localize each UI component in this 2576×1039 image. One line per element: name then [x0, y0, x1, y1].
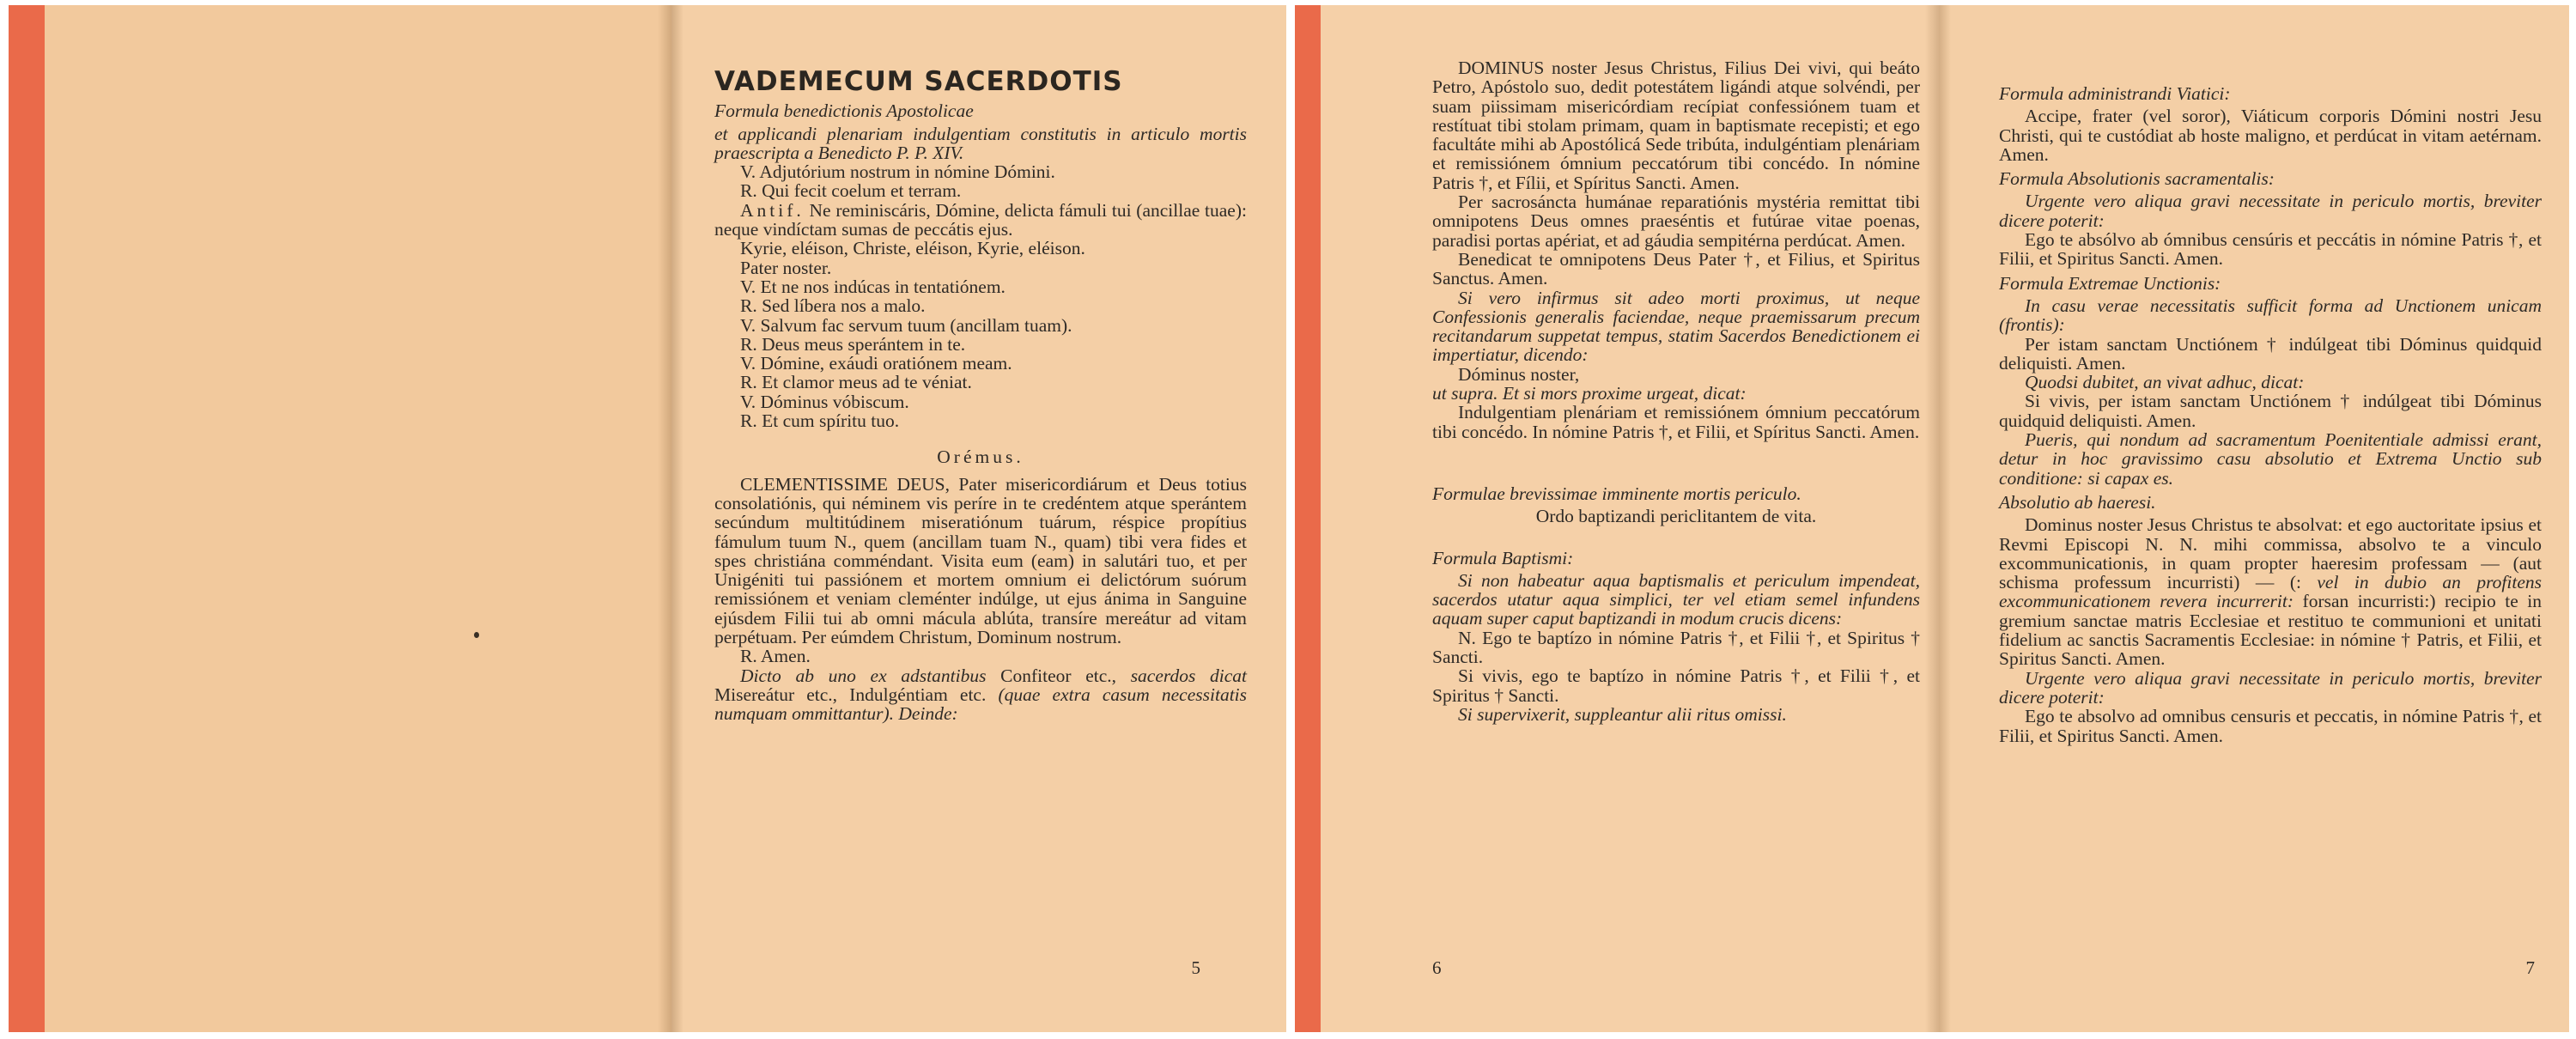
antiphon [714, 201, 1247, 240]
paragraph: Ego te absólvo ab ómnibus censúris et peccátis in nómine Patris †, et Filii, et Spiritus Sancti. Amen. [1999, 229, 2542, 270]
rubric: Pueris, qui nondum ad sacramentum Poenitentiale admissi erant, detur in hoc gravissimo casu absolutio et Extrema Unctio sub conditione: si capax es. [1999, 429, 2542, 489]
response: R. Sed líbera nos a malo. [740, 295, 926, 317]
page-title: VADEMECUM SACERDOTIS [714, 66, 1123, 97]
versicle: V. Dóminus vóbiscum. [740, 391, 909, 412]
page-6-text [1432, 58, 1920, 724]
rubric: et applicandi plenariam indulgentiam constitutis in articulo mortis praescripta a Benedicto P. P. XIV. [714, 123, 1247, 163]
paragraph: Per istam sanctam Unctiónem † indúlgeat tibi Dóminus quidquid deliquisti. Amen. [1999, 333, 2542, 374]
versicle: V. Et ne nos indúcas in tentatiónem. [740, 276, 1005, 297]
rubric: ut supra. Et si mors proxime urgeat, dicat: [1432, 383, 1747, 404]
rubric: Quodsi dubitet, an vivat adhuc, dicat: [2025, 372, 2305, 393]
rubric: In casu verae necessitatis sufficit forma ad Unctionem unicam (frontis): [1999, 295, 2542, 336]
page-5 [671, 5, 1286, 1032]
closing-rubric: Dicto ab uno ex adstantibus Confiteor etc., sacerdos dicat Misereátur etc., Indulgéntiam etc. (quae extra casum necessitatis numquam ommittantur). Deinde: [714, 665, 1248, 725]
antiphon-text: Ne reminiscáris, Dómine, delicta fámuli tui (ancillae tuae): neque vindíctam sumas de peccátis ejus. [714, 199, 1247, 240]
page-5-text [714, 66, 1248, 725]
paragraph: Dominus noster Jesus Christus te absolvat: et ego auctoritate ipsius et Revmi Episcopi N. N. mihi commissa, absolvo te a vinculo excommunicationis, in quam propter haeresim professam — (aut schisma professum incurristi) — (: vel in dubio an profitens excommunicationem revera incurrerit: forsan incurristi:) recipio te in gremium sanctae matris Ecclesiae et restituo te communioni et unitati fidelium ac sanctis Sacramentis Ecclesiae: in nómine † Patris, et Filii, et Spiritus Sancti. Amen. [1999, 514, 2543, 670]
versicle: V. Adjutórium nostrum in nómine Dómini. [740, 161, 1055, 183]
paragraph: Si vivis, ego te baptízo in nómine Patris †, et Filii †, et Spiritus † Sancti. [1432, 665, 1920, 706]
gutter-shadow [1925, 5, 1951, 1032]
paragraph: Ego te absolvo ad omnibus censuris et peccatis, in nómine Patris †, et Filii, et Spiritus Sancti. Amen. [1999, 706, 2542, 746]
paragraph: Benedicat te omnipotens Deus Pater †, et Filius, et Spiritus Sanctus. Amen. [1432, 248, 1920, 289]
paragraph: N. Ego te baptízo in nómine Patris †, et Filii †, et Spiritus † Sancti. [1432, 627, 1920, 668]
rubric: Si supervixerit, suppleantur alii ritus omissi. [1458, 703, 1787, 725]
oremus-heading: Orémus. [937, 447, 1024, 468]
rubric: Si vero infirmus sit adeo morti proximus, ut neque Confessionis generalis faciendae, neque praemissarum precum recitandarum suppetat tempus, statim Sacerdos Benedictionem ei impertiatur, dicendo: [1432, 287, 1920, 366]
section-caption: Formula Absolutionis sacramentalis: [1999, 168, 2275, 190]
paragraph: Indulgentiam plenáriam et remissiónem ómnium peccatórum tibi concédo. In nómine Patris †, et Filii, et Spíritus Sancti. Amen. [1432, 402, 1920, 442]
section-caption: Formulae brevissimae imminente mortis periculo. [1432, 483, 1801, 504]
page-7 [1939, 5, 2569, 1032]
right-spread [1295, 5, 2569, 1032]
prayer-paragraph: CLEMENTISSIME DEUS, Pater misericordiárum et Deus totius consolatiónis, qui néminem vis períre in te credéntem atque sperántem secúndum multitúdinem miseratiónum tuárum, réspice propítius fámulum tuum N., quem (ancillam tuam N., quam) tibi vera fides et spes christiána comméndant. Visita eum (eam) in salutári tuo, et per Unigéniti tui passiónem et mortem omnium ei delictórum suórum remissiónem et veniam cleménter indúlge, ut ejus ánima in Sanguine ejúsdem Filii tui ab omni mácula ablúta, transíre mereátur ad vitam perpétuam. Per eúmdem Christum, Dominum nostrum. [714, 473, 1247, 648]
amen-response: R. Amen. [740, 646, 811, 667]
book-edge-strip [1295, 5, 1321, 1032]
kyrie: Kyrie, eléison, Christe, eléison, Kyrie, eléison. [740, 238, 1085, 259]
response: R. Deus meus sperántem in te. [740, 333, 966, 355]
page-number: 6 [1432, 957, 1442, 978]
rubric: Urgente vero aliqua gravi necessitate in periculo mortis, breviter dicere poterit: [1999, 667, 2542, 708]
page-number: 7 [2525, 957, 2535, 978]
section-caption: Formula Extremae Unctionis: [1999, 272, 2221, 294]
section-caption: Formula Baptismi: [1432, 547, 1574, 568]
response: R. Et cum spíritu tuo. [740, 410, 900, 432]
ink-spot [474, 632, 479, 638]
left-spread [9, 5, 1286, 1032]
response: R. Et clamor meus ad te véniat. [740, 372, 972, 393]
rubric: Si non habeatur aqua baptismalis et periculum impendeat, sacerdos utatur aqua simplici, ter vel etiam semel infundens aquam super caput baptizandi in modum crucis dicens: [1432, 569, 1920, 629]
versicle: V. Salvum fac servum tuum (ancillam tuam). [740, 314, 1072, 336]
page-number: 5 [1191, 957, 1200, 978]
section-caption: Formula benedictionis Apostolicae [714, 100, 974, 122]
page-6 [1321, 5, 1939, 1032]
section-caption: Formula administrandi Viatici: [1999, 83, 2231, 104]
response: R. Qui fecit coelum et terram. [740, 180, 962, 202]
section-subheading: Ordo baptizandi periclitantem de vita. [1535, 506, 1817, 527]
versicle: V. Dómine, exáudi oratiónem meam. [740, 353, 1012, 374]
section-caption: Absolutio ab haeresi. [1999, 491, 2156, 513]
rubric: Urgente vero aliqua gravi necessitate in periculo mortis, breviter dicere poterit: [1999, 191, 2542, 231]
gutter-shadow [658, 5, 683, 1032]
paragraph: Si vivis, per istam sanctam Unctiónem † indúlgeat tibi Dóminus quidquid deliquisti. Amen. [1999, 391, 2542, 431]
absolution-paragraph: DOMINUS noster Jesus Christus, Filius Dei vivi, qui beáto Petro, Apóstolo suo, dedit potestátem ligándi atque solvéndi, per suam piissimam misericórdiam recípiat confessiónem tuam et restítuat tibi stolam primam, quam in baptismate recepisti; et ego facultáte mihi ab Apostólicá Sede tribúta, indulgéntiam plenáriam et remissiónem ómnium peccatórum tibi concédo. In nómine Patris †, et Fílii, et Spíritus Sancti. Amen. [1432, 58, 1920, 193]
book-edge-strip [9, 5, 45, 1032]
antiphon-label: Antif. [740, 199, 805, 221]
pater-noster: Pater noster. [740, 257, 832, 278]
paragraph: Dóminus noster, [1458, 363, 1580, 385]
paragraph: Accipe, frater (vel soror), Viáticum corporis Dómini nostri Jesu Christi, qui te custódiat ab hoste maligno, et perdúcat in vitam aetérnam. Amen. [1999, 106, 2542, 165]
paragraph: Per sacrosáncta humánae reparatiónis mystéria remittat tibi omnipotens Deus omnes praeséntis et futúrae vitae poenas, paradisi portas apériat, et ad gáudia sempitérna perdúcat. Amen. [1432, 191, 1920, 251]
page-7-text [1999, 79, 2542, 745]
blank-page [45, 5, 671, 1032]
